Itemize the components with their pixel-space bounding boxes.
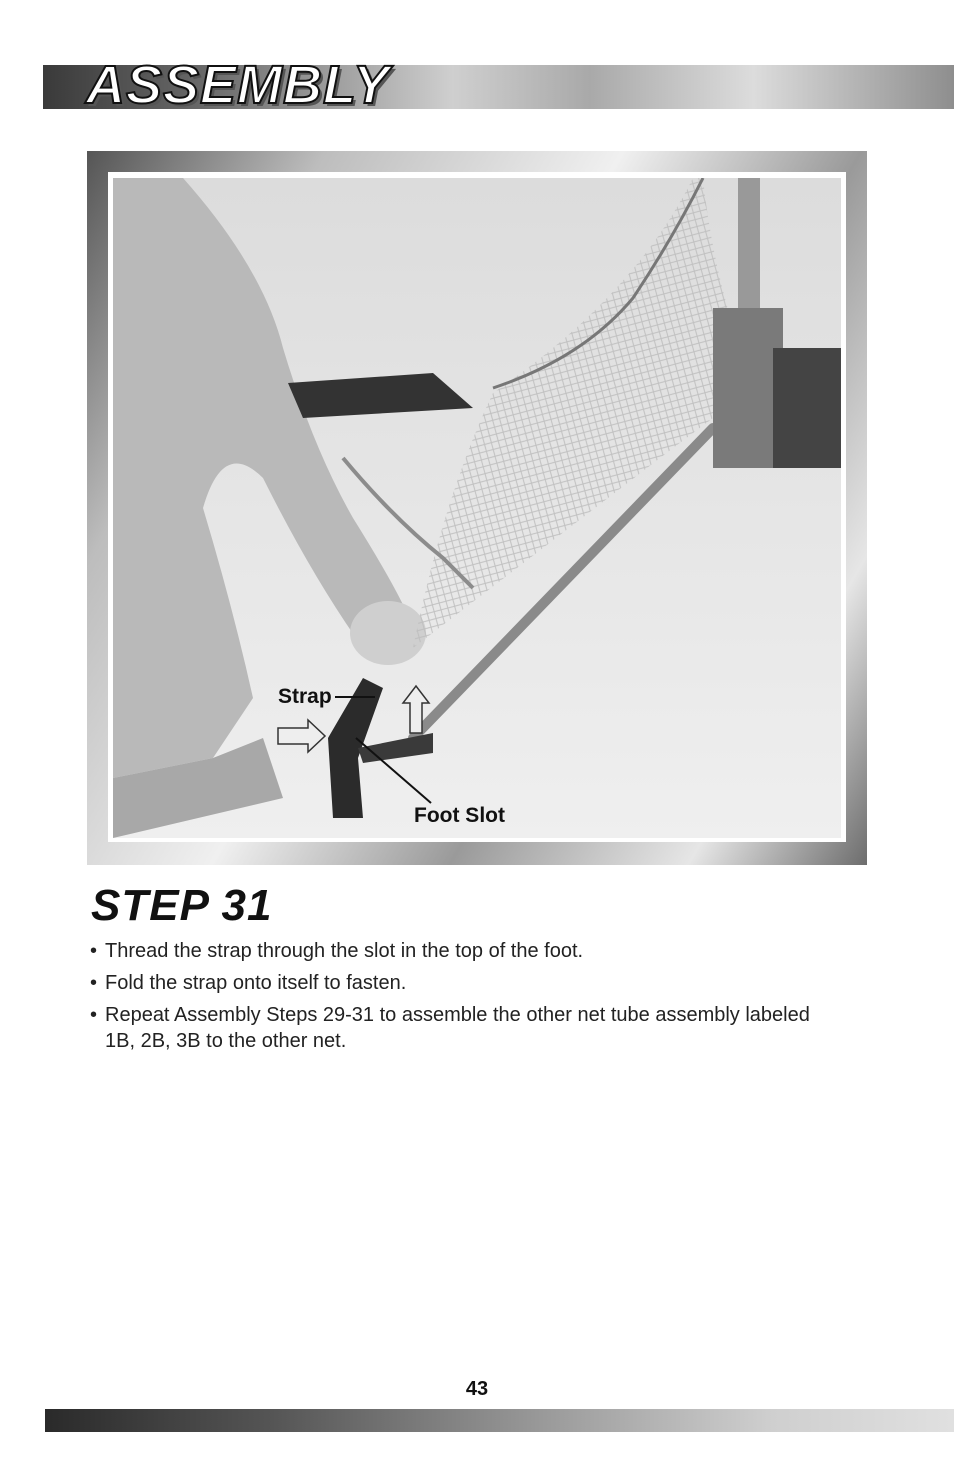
list-item: • Thread the strap through the slot in the top of the foot. [90, 940, 584, 962]
assembly-photo [113, 178, 841, 838]
callout-strap: Strap [278, 685, 332, 708]
page-number: 43 [465, 1378, 489, 1400]
list-item: • Fold the strap onto itself to fasten. [90, 972, 407, 994]
instruction-list [90, 938, 810, 1060]
footer-bar [45, 1409, 954, 1432]
list-item: • Repeat Assembly Steps 29-31 to assemble the other net tube assembly labeled 1B, 2B, 3B to the other net. [90, 1004, 810, 1052]
section-title: ASSEMBLY [86, 55, 391, 115]
step-title: STEP 31 [91, 881, 273, 930]
callout-foot-slot: Foot Slot [414, 804, 505, 827]
